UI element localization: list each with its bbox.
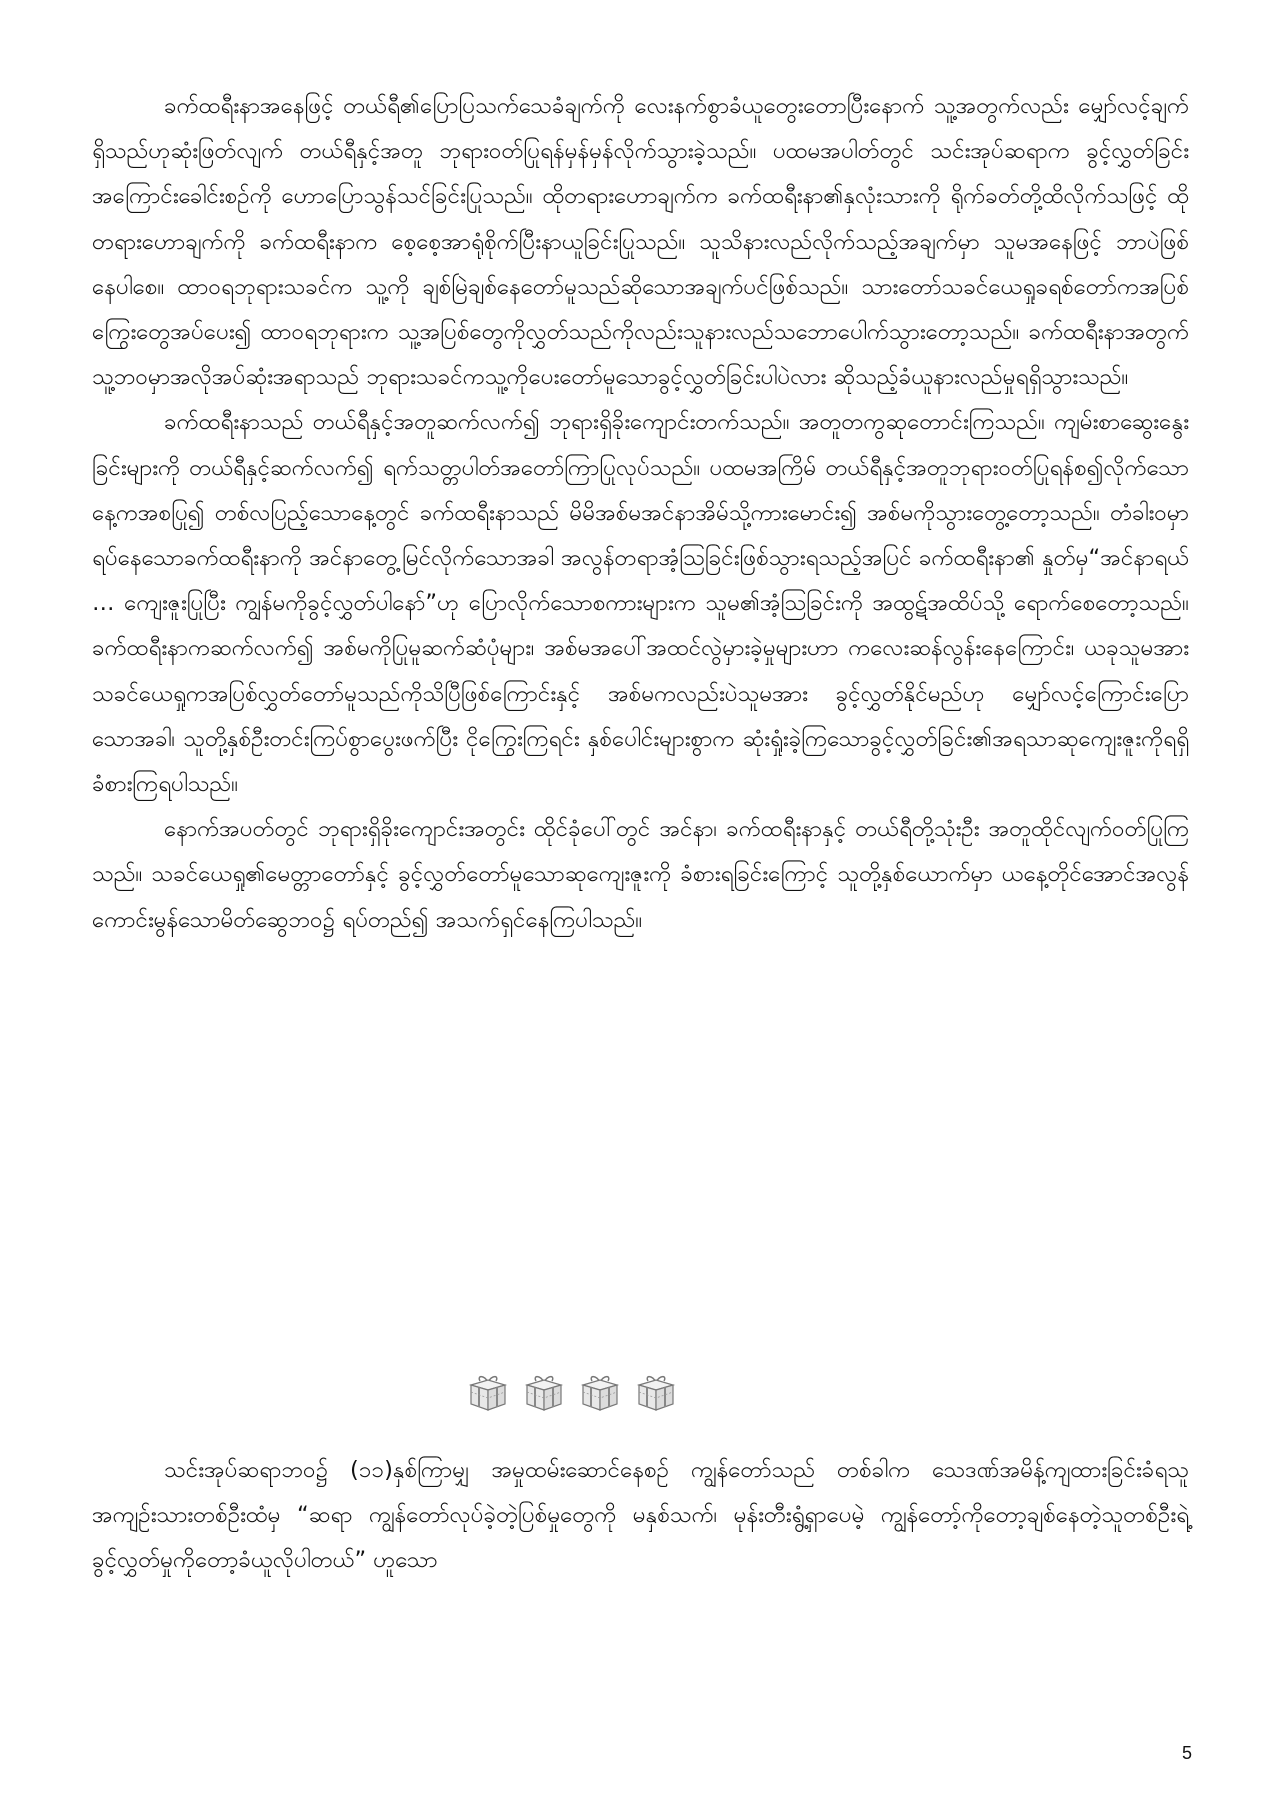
story-text (92, 84, 1189, 943)
gift-box-icon (523, 1372, 565, 1412)
gift-box-icon (579, 1372, 621, 1412)
paragraph-4: သင်းအုပ်ဆရာဘဝ၌ (၁၁)နှစ်ကြာမျှ အမှုထမ်းဆောင်နေစဉ် ကျွန်တော်သည် တစ်ခါက သေဒဏ်အမိန့်ကျထားခြင်းခံရသူ အကျဉ်းသားတစ်ဦးထံမှ “ဆရာ ကျွန်တော်လုပ်ခဲ့တဲ့ပြစ်မှုတွေကို မနှစ်သက်၊ မုန်းတီးရွံ့ရှာပေမဲ့ ကျွန်တော့်ကိုတော့ချစ်နေတဲ့သူတစ်ဦးရဲ့ခွင့်လွှတ်မှုကိုတော့ခံယူလိုပါတယ်” ဟူသော (92, 1457, 1189, 1574)
testimony-text (92, 1448, 1189, 1584)
gift-box-icon (635, 1372, 677, 1412)
paragraph-2: ခက်ထရီးနာသည် တယ်ရီနှင့်အတူဆက်လက်၍ ဘုရားရှိခိုးကျောင်းတက်သည်။ အတူတကွဆုတောင်းကြသည်။ ကျမ်းစာဆွေးနွေးခြင်းများကို တယ်ရီနှင့်ဆက်လက်၍ ရက်သတ္တပါတ်အတော်ကြာပြုလုပ်သည်။ ပထမအကြိမ် တယ်ရီနှင့်အတူဘုရားဝတ်ပြုရန်စ၍လိုက်သောနေ့ကအစပြု၍ တစ်လပြည့်သောနေ့တွင် ခက်ထရီးနာသည် မိမိအစ်မအင်နာအိမ်သို့ကားမောင်း၍ အစ်မကိုသွားတွေ့တော့သည်။ တံခါးဝမှာရပ်နေသောခက်ထရီးနာကို အင်နာတွေ့မြင်လိုက်သောအခါ အလွန်တရာအံ့သြခြင်းဖြစ်သွားရသည့်အပြင် ခက်ထရီးနာ၏ နှုတ်မှ“အင်နာရယ် … ကျေးဇူးပြုပြီး ကျွန်မကိုခွင့်လွှတ်ပါနော်”ဟု ပြောလိုက်သောစကားများက သူမ၏အံ့သြခြင်းကို အထွဋ်အထိပ်သို့ ရောက်စေတော့သည်။ ခက်ထရီးနာကဆက်လက်၍ အစ်မကိုပြုမူဆက်ဆံပုံများ၊ အစ်မအပေါ်အထင်လွဲမှားခဲ့မှုများဟာ ကလေးဆန်လွန်းနေကြောင်း၊ ယခုသူမအား သခင်ယေရှုကအပြစ်လွှတ်တော်မူသည်ကိုသိပြီဖြစ်ကြောင်းနှင့် အစ်မကလည်းပဲသူမအား ခွင့်လွှတ်နိုင်မည်ဟု မျှော်လင့်ကြောင်းပြောသောအခါ၊ သူတို့နှစ်ဦးတင်းကြပ်စွာပွေးဖက်ပြီး ငိုကြွေးကြရင်း နှစ်ပေါင်းများစွာက ဆုံးရှုံးခဲ့ကြသောခွင့်လွှတ်ခြင်း၏အရသာဆုကျေးဇူးကိုရရှိ ခံစားကြရပါသည်။ (92, 409, 1189, 798)
gift-box-icon (467, 1372, 509, 1412)
paragraph-1: ခက်ထရီးနာအနေဖြင့် တယ်ရီ၏ပြောပြသက်သေခံချက်ကို လေးနက်စွာခံယူတွေးတောပြီးနောက် သူ့အတွက်လည်း မျှော်လင့်ချက်ရှိသည်ဟုဆုံးဖြတ်လျက် တယ်ရီနှင့်အတူ ဘုရားဝတ်ပြုရန်မှန်မှန်လိုက်သွားခဲ့သည်။ ပထမအပါတ်တွင် သင်းအုပ်ဆရာက ခွင့်လွှတ်ခြင်းအကြောင်းခေါင်းစဉ်ကို ဟောပြောသွန်သင်ခြင်းပြုသည်။ ထိုတရားဟောချက်က ခက်ထရီးနာ၏နှလုံးသားကို ရိုက်ခတ်တို့ထိလိုက်သဖြင့် ထိုတရားဟောချက်ကို ခက်ထရီးနာက စေ့စေ့အာရုံစိုက်ပြီးနာယူခြင်းပြုသည်။ သူသိနားလည်လိုက်သည့်အချက်မှာ သူမအနေဖြင့် ဘာပဲဖြစ်နေပါစေ။ ထာဝရဘုရားသခင်က သူ့ကို ချစ်မြဲချစ်နေတော်မူသည်ဆိုသောအချက်ပင်ဖြစ်သည်။ သားတော်သခင်ယေရှုခရစ်တော်ကအပြစ်ကြွေးတွေအပ်ပေး၍ ထာဝရဘုရားက သူ့အပြစ်တွေကိုလွှတ်သည်ကိုလည်းသူနားလည်သဘောပေါက်သွားတော့သည်။ ခက်ထရီးနာအတွက်သူ့ဘဝမှာအလိုအပ်ဆုံးအရာသည် ဘုရားသခင်ကသူ့ကိုပေးတော်မူသောခွင့်လွှတ်ခြင်းပါပဲလား ဆိုသည့်ခံယူနားလည်မှုရရှိသွားသည်။ (92, 93, 1189, 391)
gift-boxes-icon (467, 1372, 677, 1422)
paragraph-3: နောက်အပတ်တွင် ဘုရားရှိခိုးကျောင်းအတွင်း ထိုင်ခုံပေါ်တွင် အင်နာ၊ ခက်ထရီးနာနှင့် တယ်ရီတို့သုံးဦး အတူထိုင်လျက်ဝတ်ပြုကြသည်။ သခင်ယေရှု၏မေတ္တာတော်နှင့် ခွင့်လွှတ်တော်မူသောဆုကျေးဇူးကို ခံစားရခြင်းကြောင့် သူတို့နှစ်ယောက်မှာ ယနေ့တိုင်အောင်အလွန်ကောင်းမွန်သောမိတ်ဆွေဘဝ၌ ရပ်တည်၍ အသက်ရှင်နေကြပါသည်။ (92, 816, 1189, 933)
page-number: 5 (1182, 1743, 1193, 1763)
